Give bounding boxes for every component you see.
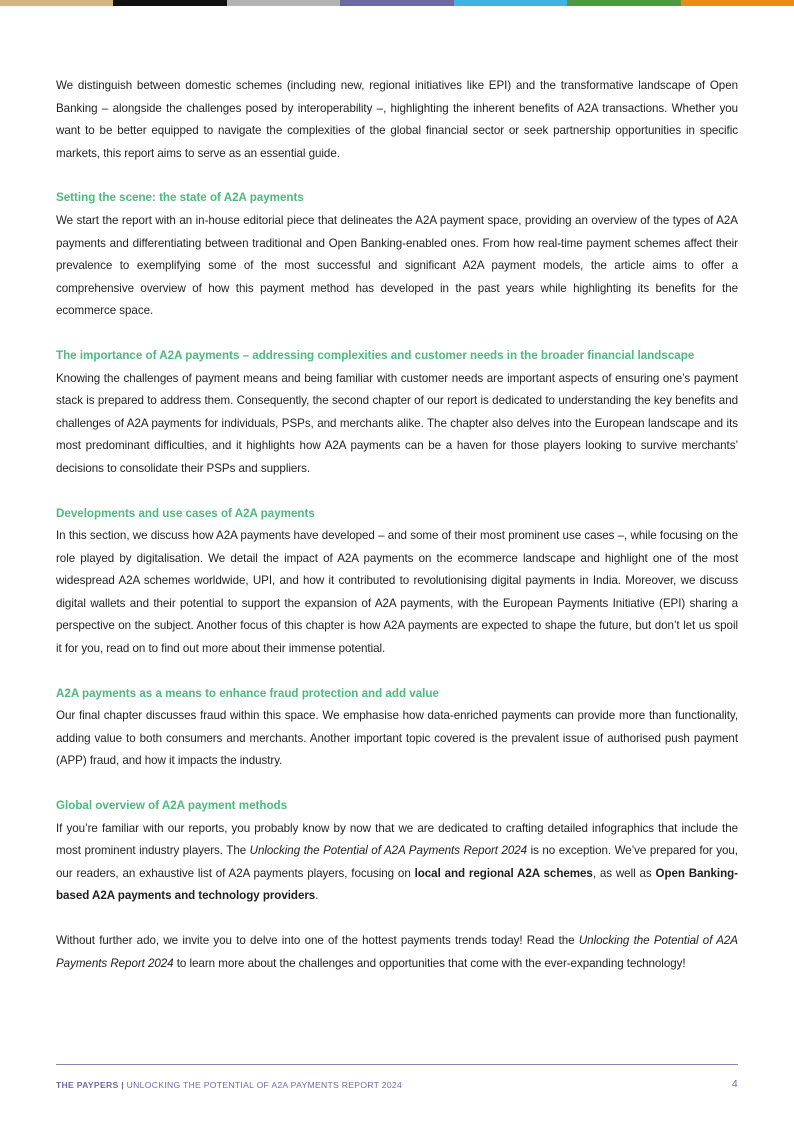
bold-phrase: Open Banking-based A2A payments and technology providers [56, 866, 738, 903]
section-body [56, 818, 738, 908]
page-content [56, 75, 738, 975]
section-body: We start the report with an in-house editorial piece that delineates the A2A payment space, providing an overview of the types of A2A payments and differentiating between traditional and Open Banking-enabled ones. From how real-time payment schemes affect their prevalence to exemplifying some of the most successful and significant A2A payment models, the article aims to offer a comprehensive overview of how this payment method has developed in the past years while highlighting its benefits for the ecommerce space. [56, 213, 738, 318]
color-segment [681, 0, 794, 6]
intro-paragraph: We distinguish between domestic schemes (including new, regional initiatives like EPI) and the transformative landscape of Open Banking – alongside the challenges posed by interoperability –, highlighting the inherent benefits of A2A transactions. Whether you want to be better equipped to navigate the complexities of the global financial sector or seek partnership opportunities in specific markets, this report aims to serve as an essential guide. [56, 79, 738, 160]
section-heading: Setting the scene: the state of A2A payments [56, 191, 304, 205]
color-segment [454, 0, 567, 6]
text-run: is no exception. We’ve prepared for you, our readers, an exhaustive list of A2A payments players, focusing on [56, 844, 738, 880]
section-body: Our final chapter discusses fraud within this space. We emphasise how data-enriched payments can provide more than functionality, adding value to both consumers and merchants. Another important topic covered is the prevalent issue of authorised push payment (APP) fraud, and how it impacts the industry. [56, 709, 738, 768]
footer-brand: THE PAYPERS [56, 1080, 119, 1090]
section-heading: The importance of A2A payments – addressing complexities and customer needs in the broader financial landscape [56, 348, 695, 362]
footer-divider [56, 1064, 738, 1065]
closing-paragraph [56, 930, 738, 975]
report-title-italic: Unlocking the Potential of A2A Payments Report 2024 [249, 844, 528, 858]
report-title-italic: Unlocking the Potential of A2A Payments Report 2024 [56, 934, 738, 970]
text-run: If you’re familiar with our reports, you probably know by now that we are dedicated to crafting detailed infographics that include the most prominent industry players. The [56, 821, 738, 858]
text-run: to learn more about the challenges and opportunities that come with the ever-expanding technology! [173, 956, 686, 970]
section-body: Knowing the challenges of payment means and being familiar with customer needs are important aspects of ensuring one’s payment stack is prepared to address them. Consequently, the second chapter of our report is dedicated to understanding the key benefits and challenges of A2A payments for individuals, PSPs, and merchants alike. The chapter also delves into the European landscape and its most predominant difficulties, and it highlights how A2A payments can be a haven for those players looking to survive merchants’ decisions to consolidate their PSPs and suppliers. [56, 371, 738, 475]
text-run: , as well as [592, 866, 656, 880]
page-number: 4 [731, 1078, 738, 1090]
color-segment [227, 0, 340, 6]
color-segment [113, 0, 226, 6]
section-setting-the-scene [56, 187, 738, 323]
color-segment [567, 0, 680, 6]
section-heading: A2A payments as a means to enhance fraud protection and add value [56, 686, 439, 700]
bold-phrase: local and regional A2A schemes [414, 866, 593, 880]
footer-report-title: UNLOCKING THE POTENTIAL OF A2A PAYMENTS REPORT 2024 [126, 1080, 403, 1090]
color-segment [340, 0, 453, 6]
section-developments [56, 503, 738, 661]
text-run: Without further ado, we invite you to delve into one of the hottest payments trends today! Read the [56, 934, 579, 947]
top-color-bar [0, 0, 794, 6]
section-heading: Developments and use cases of A2A payments [56, 506, 315, 520]
section-importance [56, 345, 738, 481]
text-run: . [315, 889, 319, 903]
section-global-overview [56, 795, 738, 908]
section-heading: Global overview of A2A payment methods [56, 799, 288, 813]
color-segment [0, 0, 113, 6]
footer-separator: | [121, 1080, 124, 1090]
section-body: In this section, we discuss how A2A payments have developed – and some of their most prominent use cases –, while focusing on the role played by digitalisation. We detail the impact of A2A payments on the ecommerce landscape and highlight one of the most widespread A2A schemes worldwide, UPI, and how it contributed to revolutionising digital payments in India. Moreover, we discuss digital wallets and their potential to support the expansion of A2A payments, with the European Payments Initiative (EPI) sharing a perspective on the subject. Another focus of this chapter is how A2A payments are expected to shape the future, but don’t let us spoil it for you, read on to find out more about their immense potential. [56, 529, 738, 656]
section-fraud-protection [56, 683, 738, 773]
page-footer [56, 1079, 738, 1091]
